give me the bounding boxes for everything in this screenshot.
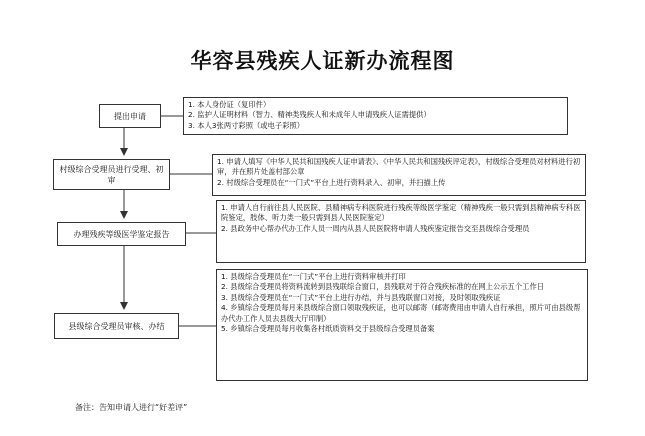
- detail-item: 3. 县级综合受理员在“一门式”平台上进行办结，并与县残联窗口对接，及时领取残疾证: [221, 292, 501, 302]
- step-box-county-approval: [54, 313, 179, 339]
- detail-item: 2. 监护人证明材料（智力、精神类残疾人和未成年人申请残疾人证需提供）: [188, 110, 431, 120]
- step-label: 村级综合受理员进行受理、初审: [59, 164, 164, 185]
- detail-item: 3. 本人3张两寸彩照（或电子彩照）: [188, 120, 305, 130]
- detail-item: 1. 本人身份证（复印件）: [188, 100, 271, 109]
- step-box-apply: [99, 104, 161, 128]
- step-box-village-review: [53, 159, 170, 190]
- detail-item: 1. 县级综合受理员在“一门式”平台上进行资料审核并打印: [221, 272, 406, 281]
- detail-item: 1. 申请人自行前往县人民医院、县精神病专科医院进行残疾等级医学鉴定（精神残疾一般只需到县精神病专科医院鉴定，肢体、听力类一般只需到县人民医院鉴定）: [221, 203, 581, 223]
- step-label: 县级综合受理员审核、办结: [68, 321, 165, 331]
- details-box-village-review: [212, 154, 586, 196]
- step-box-medical-report: [57, 222, 186, 246]
- page-title: 华容县残疾人证新办流程图: [190, 48, 455, 73]
- detail-item: 4. 乡镇综合受理员每月来县级综合窗口领取残疾证，也可以邮寄（邮寄费用由申请人自行承担，照片可由县级帮办代办工作人员去县级大厅印制）: [221, 303, 581, 323]
- details-box-county-approval: [216, 269, 588, 381]
- step-label: 提出申请: [114, 111, 146, 121]
- footnote: 备注：告知申请人进行“好差评”: [75, 403, 188, 412]
- details-box-apply: [183, 97, 568, 135]
- detail-item: 1. 申请人填写《中华人民共和国残疾人证申请表》、《中华人民共和国残疾评定表》，村级综合受理员对材料进行初审，并在照片处盖村部公章: [217, 157, 581, 177]
- details-box-medical-report: [216, 200, 586, 263]
- detail-item: 2. 县政务中心帮办代办工作人员一周内从县人民医院将申请人残疾鉴定报告交至县级综合受理员: [221, 223, 530, 233]
- detail-item: 2. 村级综合受理员在“一门式”平台上进行资料录入、初审，并扫描上传: [217, 177, 446, 187]
- detail-item: 5. 乡镇综合受理员每月收集各村纸质资料交于县级综合受理员备案: [221, 324, 435, 334]
- detail-item: 2. 县级综合受理员将资料流转到县残联综合窗口，县残联对于符合残疾标准的在网上公示五个工作日: [221, 282, 545, 292]
- step-label: 办理残疾等级医学鉴定报告: [73, 229, 170, 239]
